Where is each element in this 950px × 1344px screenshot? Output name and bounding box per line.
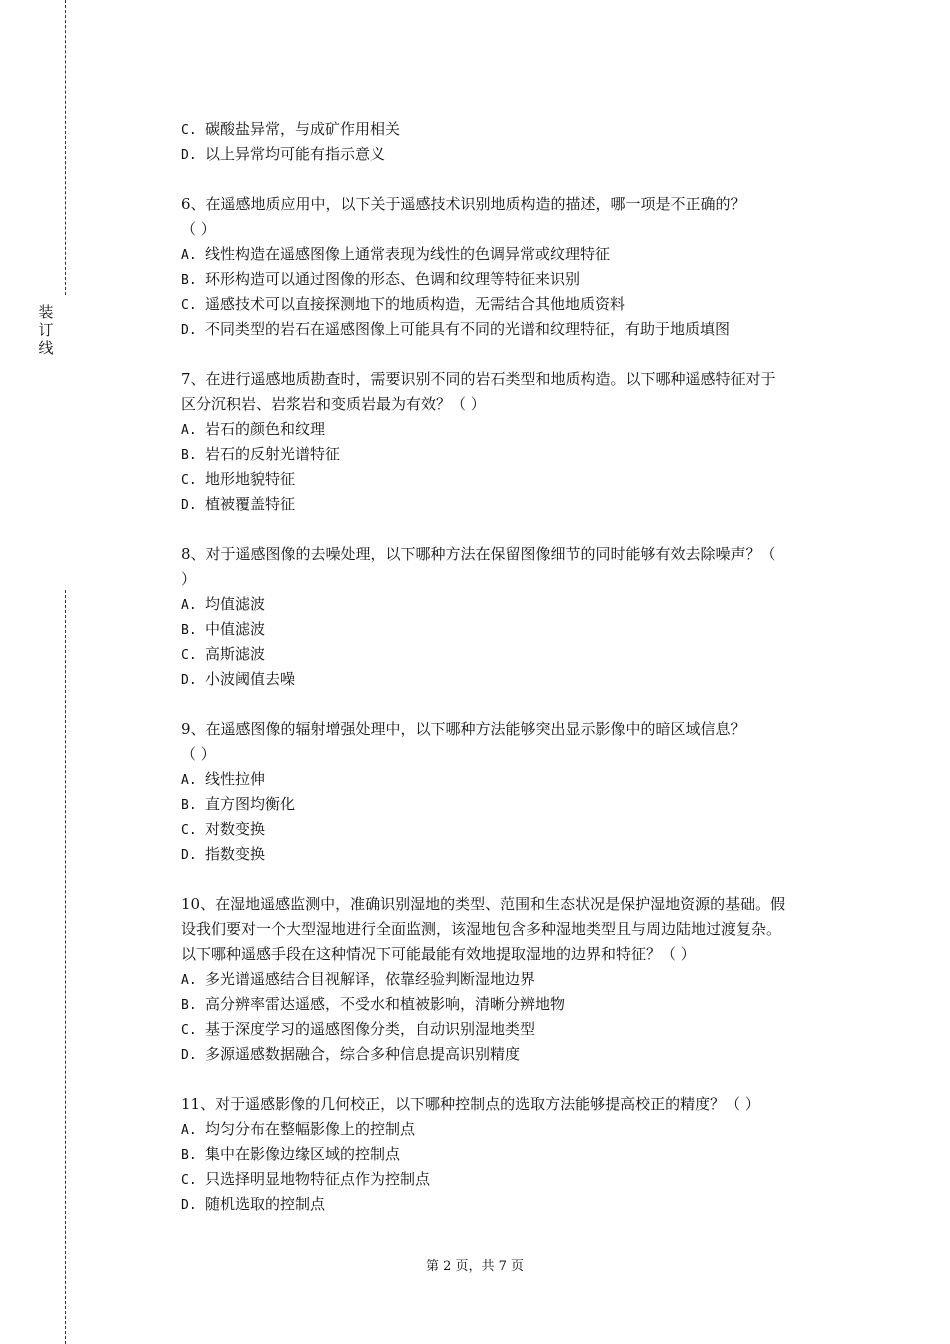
binding-label	[36, 303, 56, 357]
option-letter: D.	[181, 1048, 197, 1063]
option-letter: D.	[181, 148, 197, 163]
option-line	[181, 417, 861, 442]
option-letter: D.	[181, 1198, 197, 1213]
question-stem-line: 设我们要对一个大型湿地进行全面监测，该湿地包含多种湿地类型且与周边陆地过渡复杂。	[181, 920, 782, 938]
option-letter: A.	[181, 423, 197, 438]
page-footer: 第 2 页，共 7 页	[425, 1259, 525, 1274]
question-7	[181, 367, 861, 517]
option-text: 岩石的颜色和纹理	[205, 420, 326, 438]
question-stem-line: 10、在湿地遥感监测中，准确识别湿地的类型、范围和生态状况是保护湿地资源的基础。假	[181, 895, 786, 913]
option-text: 均值滤波	[205, 595, 266, 613]
option-line	[181, 1142, 861, 1167]
option-text: 植被覆盖特征	[205, 495, 296, 513]
option-text: 对数变换	[205, 820, 266, 838]
option-letter: C.	[181, 123, 197, 138]
option-text: 线性构造在遥感图像上通常表现为线性的色调异常或纹理特征	[205, 245, 611, 263]
option-text: 以上异常均可能有指示意义	[205, 145, 386, 163]
option-line	[181, 492, 861, 517]
question-stem-line: （ ）	[181, 220, 216, 238]
option-text: 小波阈值去噪	[205, 670, 296, 688]
option-line	[181, 767, 861, 792]
option-line	[181, 792, 861, 817]
question-stem-line: 8、对于遥感图像的去噪处理，以下哪种方法在保留图像细节的同时能够有效去除噪声？（	[181, 545, 776, 563]
option-line	[181, 667, 861, 692]
option-line	[181, 1117, 861, 1142]
option-line	[181, 142, 861, 167]
option-line	[181, 817, 861, 842]
question-stem-line: 6、在遥感地质应用中，以下关于遥感技术识别地质构造的描述，哪一项是不正确的？	[181, 195, 746, 213]
option-letter: C.	[181, 648, 197, 663]
question-8	[181, 542, 861, 692]
binding-char: 线	[38, 339, 54, 357]
option-letter: C.	[181, 298, 197, 313]
option-text: 均匀分布在整幅影像上的控制点	[205, 1120, 416, 1138]
option-text: 环形构造可以通过图像的形态、色调和纹理等特征来识别	[205, 270, 581, 288]
option-letter: B.	[181, 1148, 197, 1163]
option-line	[181, 1017, 861, 1042]
option-letter: D.	[181, 498, 197, 513]
option-letter: A.	[181, 598, 197, 613]
option-text: 基于深度学习的遥感图像分类，自动识别湿地类型	[205, 1020, 536, 1038]
option-letter: B.	[181, 273, 197, 288]
question-9	[181, 717, 861, 867]
option-letter: A.	[181, 1123, 197, 1138]
option-text: 多源遥感数据融合，综合多种信息提高识别精度	[205, 1045, 521, 1063]
option-letter: C.	[181, 1173, 197, 1188]
option-line	[181, 1192, 861, 1217]
option-line	[181, 617, 861, 642]
option-text: 中值滤波	[205, 620, 266, 638]
option-text: 指数变换	[205, 845, 266, 863]
option-letter: B.	[181, 448, 197, 463]
question-stem-line: （ ）	[181, 745, 216, 763]
option-text: 高分辨率雷达遥感，不受水和植被影响，清晰分辨地物	[205, 995, 566, 1013]
option-letter: D.	[181, 673, 197, 688]
exam-content	[181, 117, 861, 1217]
option-line	[181, 117, 861, 142]
option-letter: C.	[181, 823, 197, 838]
option-line	[181, 467, 861, 492]
question-11	[181, 1092, 861, 1217]
option-text: 线性拉伸	[205, 770, 266, 788]
option-letter: A.	[181, 773, 197, 788]
option-letter: B.	[181, 998, 197, 1013]
option-line	[181, 842, 861, 867]
option-line	[181, 592, 861, 617]
option-text: 地形地貌特征	[205, 470, 296, 488]
option-line	[181, 442, 861, 467]
question-stem-line: 7、在进行遥感地质勘查时，需要识别不同的岩石类型和地质构造。以下哪种遥感特征对于	[181, 370, 776, 388]
option-line	[181, 967, 861, 992]
option-line	[181, 642, 861, 667]
option-line	[181, 292, 861, 317]
option-line	[181, 267, 861, 292]
option-text: 直方图均衡化	[205, 795, 296, 813]
binding-char: 订	[38, 321, 54, 339]
question-stem-line: 区分沉积岩、岩浆岩和变质岩最为有效？（ ）	[181, 395, 486, 413]
binding-dashed-line-top	[65, 0, 66, 295]
option-letter: C.	[181, 1023, 197, 1038]
option-letter: C.	[181, 473, 197, 488]
option-text: 只选择明显地物特征点作为控制点	[205, 1170, 431, 1188]
option-text: 高斯滤波	[205, 645, 266, 663]
option-text: 岩石的反射光谱特征	[205, 445, 341, 463]
question-stem-line: 11、对于遥感影像的几何校正，以下哪种控制点的选取方法能够提高校正的精度？（ ）	[181, 1095, 760, 1113]
question-stem-line: 9、在遥感图像的辐射增强处理中，以下哪种方法能够突出显示影像中的暗区域信息？	[181, 720, 746, 738]
option-text: 碳酸盐异常，与成矿作用相关	[205, 120, 401, 138]
option-text: 不同类型的岩石在遥感图像上可能具有不同的光谱和纹理特征，有助于地质填图	[205, 320, 731, 338]
option-line	[181, 317, 861, 342]
question-stem-line: ）	[181, 570, 197, 588]
option-line	[181, 1042, 861, 1067]
option-text: 集中在影像边缘区域的控制点	[205, 1145, 401, 1163]
option-letter: D.	[181, 848, 197, 863]
option-line	[181, 242, 861, 267]
option-letter: A.	[181, 248, 197, 263]
option-text: 多光谱遥感结合目视解译，依靠经验判断湿地边界	[205, 970, 536, 988]
question-10	[181, 892, 861, 1067]
option-line	[181, 1167, 861, 1192]
option-text: 随机选取的控制点	[205, 1195, 326, 1213]
option-letter: D.	[181, 323, 197, 338]
question-stem-line: 以下哪种遥感手段在这种情况下可能最能有效地提取湿地的边界和特征？（ ）	[181, 945, 696, 963]
option-letter: A.	[181, 973, 197, 988]
option-letter: B.	[181, 798, 197, 813]
option-text: 遥感技术可以直接探测地下的地质构造，无需结合其他地质资料	[205, 295, 626, 313]
option-line	[181, 992, 861, 1017]
binding-char: 装	[38, 303, 54, 321]
question-6	[181, 192, 861, 342]
option-letter: B.	[181, 623, 197, 638]
binding-dashed-line-bottom	[65, 590, 66, 1344]
